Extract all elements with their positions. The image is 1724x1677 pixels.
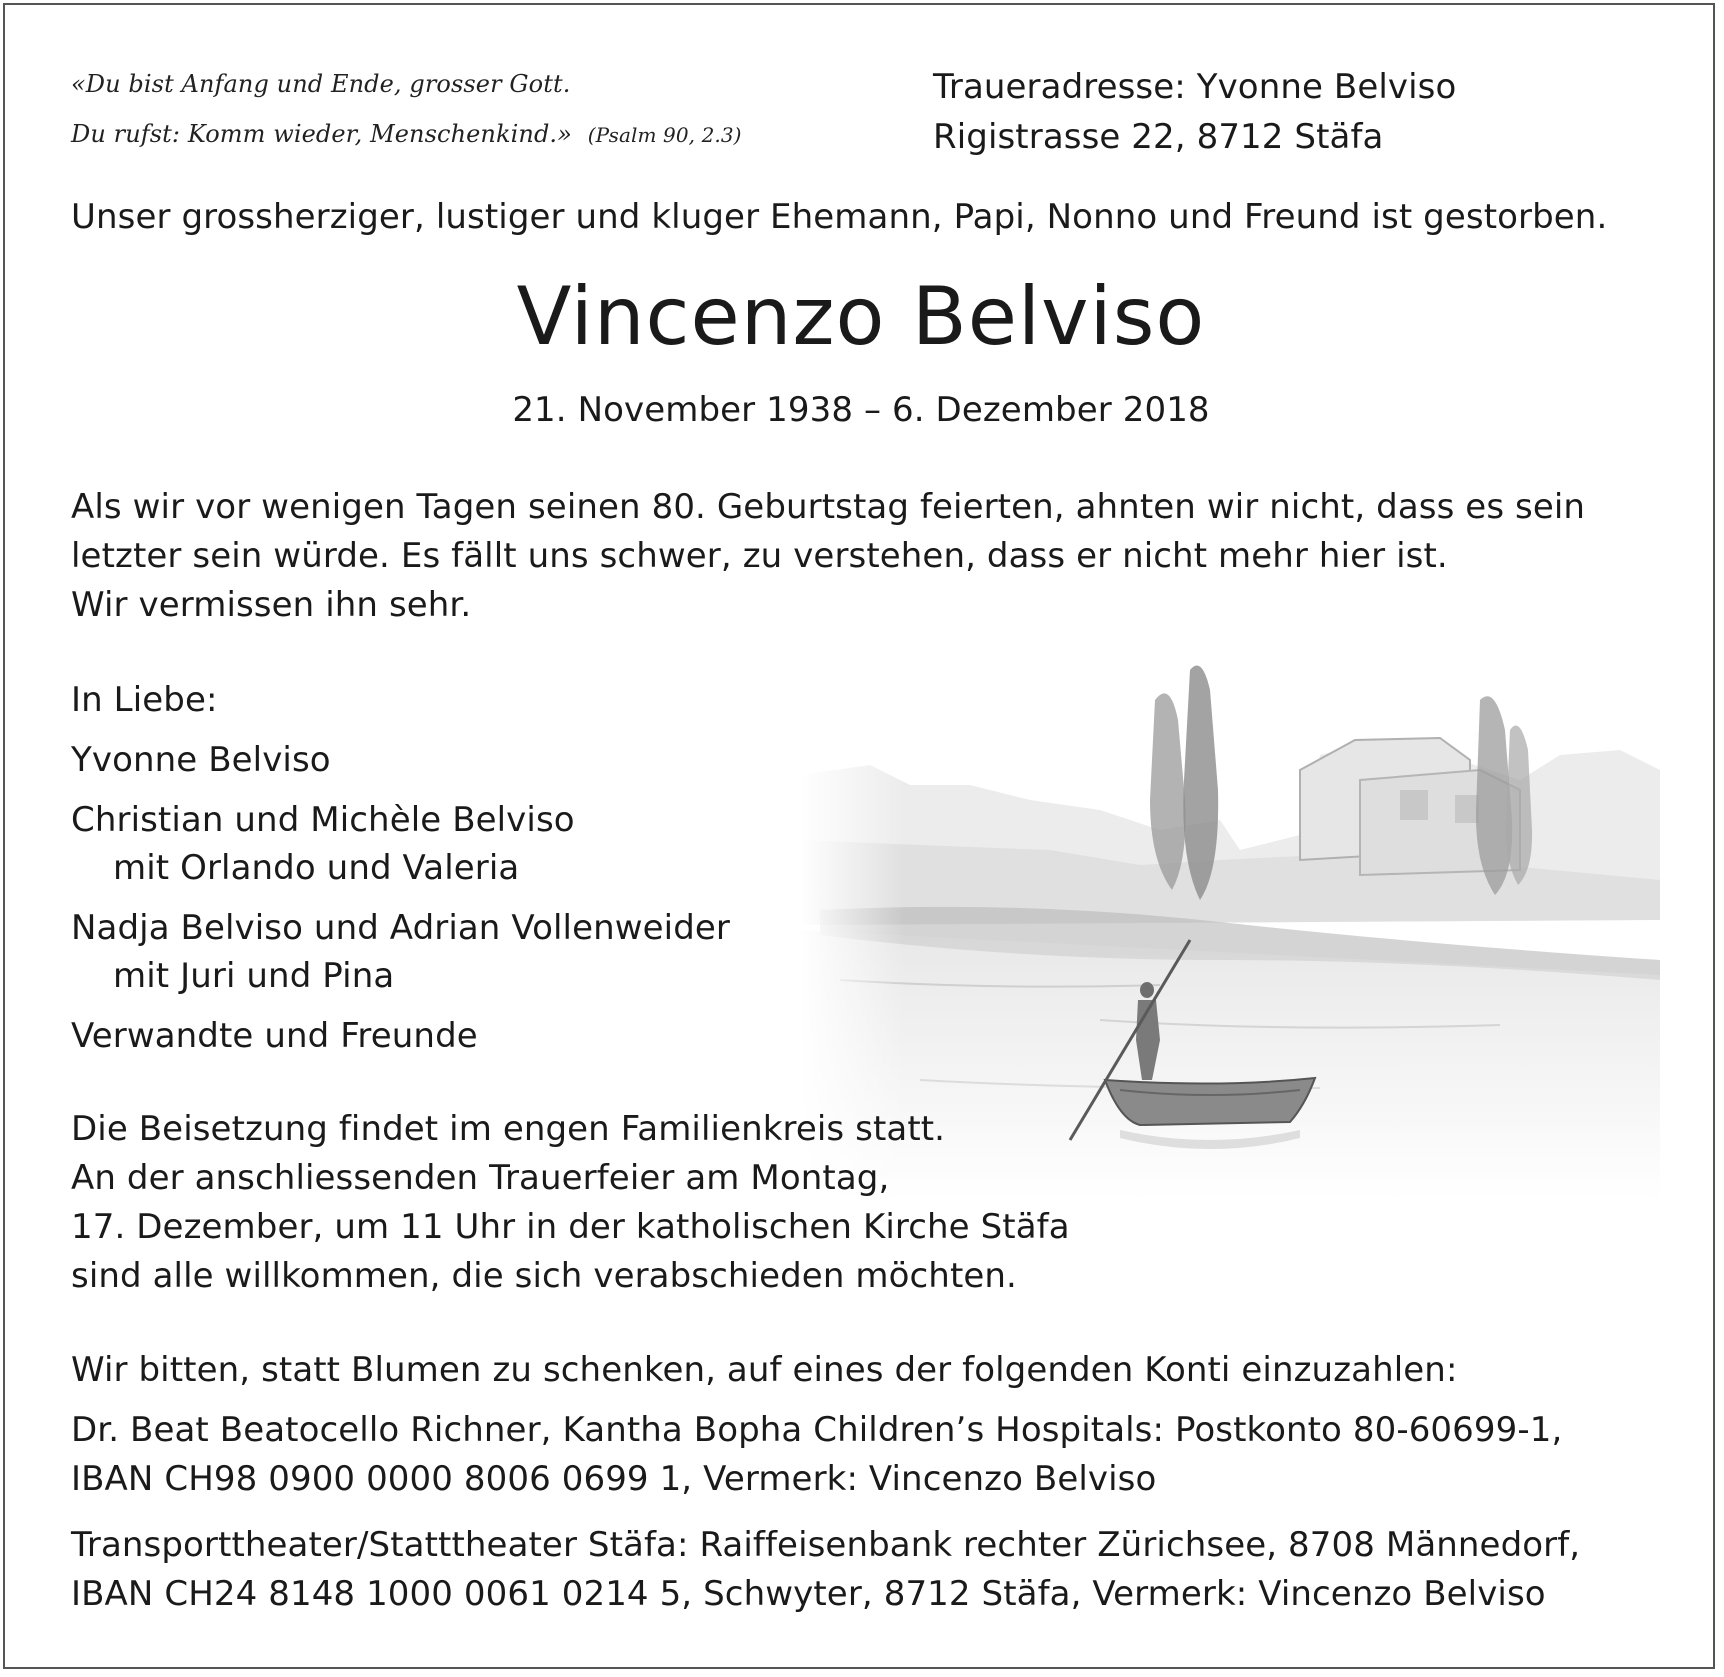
- obituary-notice: [3, 3, 1715, 1669]
- message-line: Als wir vor wenigen Tagen seinen 80. Geburtstag feierten, ahnten wir nicht, dass es sein: [71, 487, 1586, 527]
- donation-account-1-line-1: Dr. Beat Beatocello Richner, Kantha Bopha Children’s Hospitals: Postkonto 80-60699-1,: [71, 1410, 1563, 1450]
- message-line: Wir vermissen ihn sehr.: [71, 585, 472, 625]
- mourner-name: Nadja Belviso und Adrian Vollenweider: [71, 908, 730, 948]
- funeral-line: An der anschliessenden Trauerfeier am Montag,: [71, 1158, 890, 1198]
- deceased-name: Vincenzo Belviso: [516, 270, 1206, 363]
- mourner-children: mit Juri und Pina: [113, 956, 395, 996]
- message-line: letzter sein würde. Es fällt uns schwer, zu verstehen, dass er nicht mehr hier ist.: [71, 536, 1448, 576]
- mourning-address-line-2: Rigistrasse 22, 8712 Stäfa: [933, 117, 1384, 157]
- mourner-name: Yvonne Belviso: [71, 740, 331, 780]
- funeral-line: sind alle willkommen, die sich verabschieden möchten.: [71, 1256, 1017, 1296]
- life-dates: 21. November 1938 – 6. Dezember 2018: [512, 390, 1210, 430]
- donation-intro: Wir bitten, statt Blumen zu schenken, auf eines der folgenden Konti einzuzahlen:: [71, 1350, 1458, 1390]
- mourner-name: Christian und Michèle Belviso: [71, 800, 575, 840]
- mourners-heading: In Liebe:: [71, 680, 218, 720]
- mourner-children: mit Orlando und Valeria: [113, 848, 520, 888]
- donation-account-1-line-2: IBAN CH98 0900 0000 8006 0699 1, Vermerk: Vincenzo Belviso: [71, 1459, 1157, 1499]
- psalm-quote-line-1: «Du bist Anfang und Ende, grosser Gott.: [71, 70, 571, 98]
- donation-account-2-line-2: IBAN CH24 8148 1000 0061 0214 5, Schwyter, 8712 Stäfa, Vermerk: Vincenzo Belviso: [71, 1574, 1546, 1614]
- funeral-line: Die Beisetzung findet im engen Familienkreis statt.: [71, 1109, 946, 1149]
- psalm-reference: (Psalm 90, 2.3): [587, 123, 742, 147]
- mourner-name: Verwandte und Freunde: [71, 1016, 478, 1056]
- psalm-quote-text: Du rufst: Komm wieder, Menschenkind.»: [71, 120, 572, 148]
- intro-sentence: Unser grossherziger, lustiger und kluger Ehemann, Papi, Nonno und Freund ist gestorben.: [71, 197, 1608, 237]
- psalm-quote-line-2: [71, 120, 742, 148]
- mourning-address-line-1: Traueradresse: Yvonne Belviso: [933, 67, 1457, 107]
- funeral-line: 17. Dezember, um 11 Uhr in der katholischen Kirche Stäfa: [71, 1207, 1070, 1247]
- donation-account-2-line-1: Transporttheater/Statttheater Stäfa: Raiffeisenbank rechter Zürichsee, 8708 Männedorf,: [71, 1525, 1581, 1565]
